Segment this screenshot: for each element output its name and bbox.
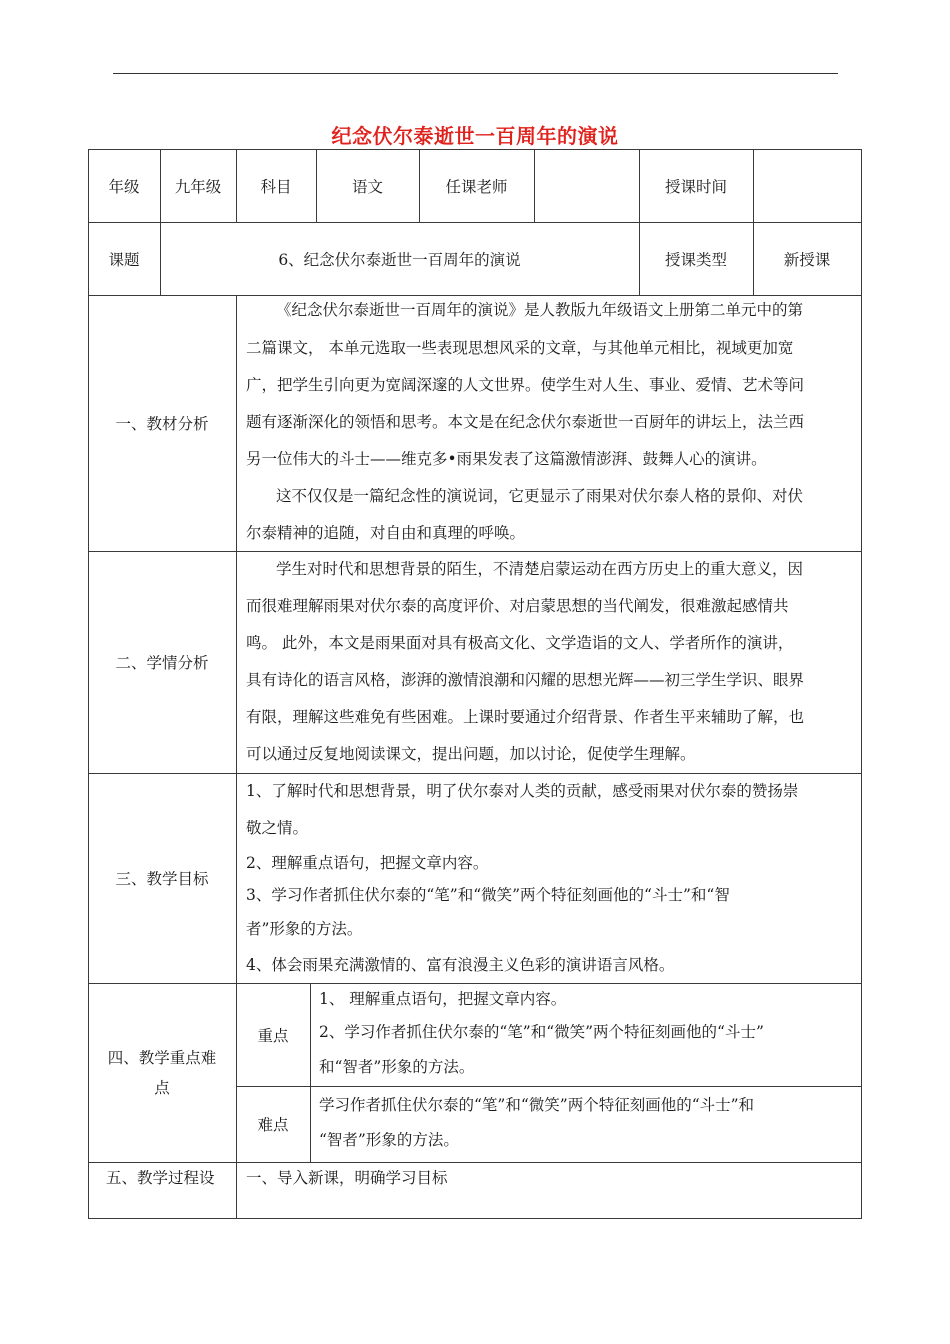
text-line: 二篇课文， 本单元选取一些表现思想风采的文章，与其他单元相比，视域更加宽: [246, 339, 794, 357]
lesson-type-value: 新授课: [783, 250, 831, 269]
text-line: 者”形象的方法。: [246, 920, 363, 938]
subject-label: 科目: [260, 177, 292, 196]
section-5-label: 五、教学过程设: [106, 1169, 215, 1187]
table-border: [88, 1218, 862, 1219]
text-line: 题有逐渐深化的领悟和思考。本文是在纪念伏尔泰逝世一百厨年的讲坛上，法兰西: [246, 413, 805, 431]
time-label: 授课时间: [664, 177, 727, 196]
table-border: [236, 1086, 862, 1087]
section-3-label: 三、教学目标: [115, 870, 209, 888]
text-line: 2、学习作者抓住伏尔泰的“笔”和“微笑”两个特征刻画他的“斗士”: [319, 1023, 764, 1041]
text-line: 有限，理解这些难免有些困难。上课时要通过介绍背景、作者生平来辅助了解，也: [246, 708, 805, 726]
text-line: 广，把学生引向更为宽阔深邃的人文世界。使学生对人生、事业、爱情、艺术等问: [246, 376, 805, 394]
text-line: 和“智者”形象的方法。: [319, 1058, 475, 1076]
difficult-points-label: 难点: [257, 1116, 289, 1134]
subject-value: 语文: [351, 177, 383, 196]
text-line: 1、 理解重点语句，把握文章内容。: [319, 990, 567, 1008]
section-4-label-line: 点: [154, 1078, 170, 1097]
text-line: “智者”形象的方法。: [319, 1131, 459, 1149]
text-line: 可以通过反复地阅读课文，提出问题，加以讨论，促使学生理解。: [246, 745, 696, 763]
text-line: 4、体会雨果充满激情的、富有浪漫主义色彩的演讲语言风格。: [246, 956, 675, 974]
lesson-type-label: 授课类型: [664, 250, 727, 269]
section-1-label: 一、教材分析: [115, 415, 209, 433]
table-border: [88, 1162, 862, 1163]
text-line: 而很难理解雨果对伏尔泰的高度评价、对启蒙思想的当代阐发，很难激起感情共: [246, 597, 789, 615]
topic-value: 6、纪念伏尔泰逝世一百周年的演说: [278, 250, 521, 269]
text-line: 学习作者抓住伏尔泰的“笔”和“微笑”两个特征刻画他的“斗士”和: [319, 1096, 755, 1114]
teacher-value: [534, 149, 639, 222]
table-border: [310, 983, 311, 1163]
section-2-label: 二、学情分析: [115, 654, 209, 672]
text-line: 尔泰精神的追随，对自由和真理的呼唤。: [246, 524, 526, 542]
text-line: 《纪念伏尔泰逝世一百周年的演说》是人教版九年级语文上册第二单元中的第: [276, 301, 804, 319]
grade-label: 年级: [108, 177, 140, 196]
key-points-label: 重点: [257, 1026, 289, 1045]
topic-label: 课题: [108, 250, 140, 269]
text-line: 这不仅仅是一篇纪念性的演说词，它更显示了雨果对伏尔泰人格的景仰、对伏: [276, 487, 804, 505]
text-line: 2、理解重点语句，把握文章内容。: [246, 854, 489, 872]
text-line: 一、导入新课，明确学习目标: [246, 1169, 448, 1187]
section-4-label: [88, 983, 236, 1162]
text-line: 学生对时代和思想背景的陌生，不清楚启蒙运动在西方历史上的重大意义，因: [276, 560, 804, 578]
text-line: 鸣。 此外，本文是雨果面对具有极高文化、文学造诣的文人、学者所作的演讲，: [246, 634, 794, 652]
text-line: 另一位伟大的斗士——维克多•雨果发表了这篇激情澎湃、鼓舞人心的演讲。: [246, 450, 767, 468]
teacher-label: 任课老师: [445, 177, 508, 196]
table-border: [861, 149, 862, 1219]
text-line: 1、了解时代和思想背景，明了伏尔泰对人类的贡献，感受雨果对伏尔泰的赞扬崇: [246, 782, 799, 800]
time-value: [753, 149, 861, 222]
grade-value: 九年级: [174, 177, 222, 196]
text-line: 3、学习作者抓住伏尔泰的“笔”和“微笑”两个特征刻画他的“斗士”和“智: [246, 886, 730, 904]
section-4-label-line: 四、教学重点难: [107, 1048, 217, 1067]
document-title: 纪念伏尔泰逝世一百周年的演说: [331, 124, 619, 148]
text-line: 敬之情。: [246, 819, 309, 837]
header-rule: [113, 73, 838, 74]
text-line: 具有诗化的语言风格，澎湃的激情浪潮和闪耀的思想光辉——初三学生学识、眼界: [246, 671, 805, 689]
